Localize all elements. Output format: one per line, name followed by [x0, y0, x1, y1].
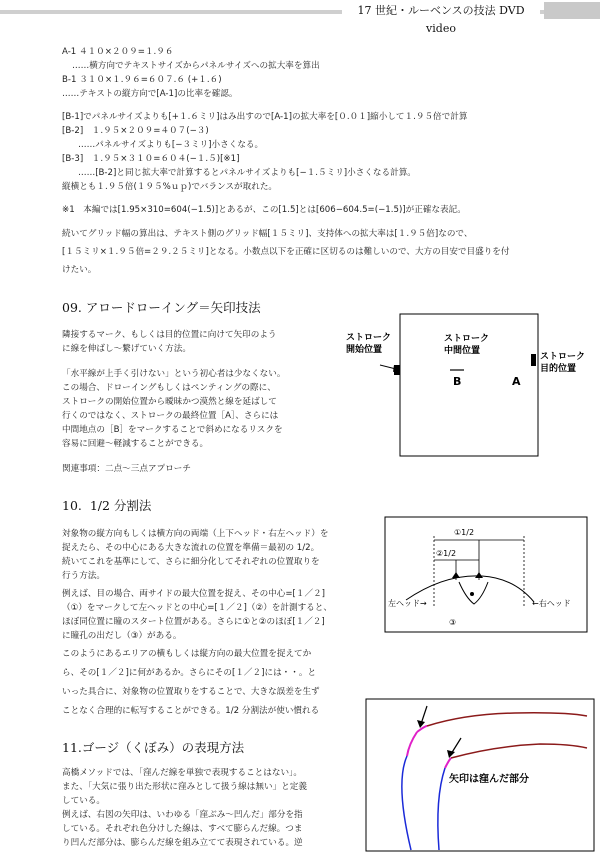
grid-paragraph-line: けたい。 [62, 265, 97, 275]
header-grey-box [544, 2, 600, 19]
s10-line: 捉えたら、その中心にある大きな流れの位置を準備＝最初の 1/2。 [62, 543, 320, 553]
s10-line: （①）をマークして左ヘッドとの中心=[１／２]（②）を計測すると、 [62, 603, 332, 613]
s11-line: 高橋メソッドでは、「窪んだ線を単独で表現することはない」。 [62, 768, 302, 778]
s09-line: 中間地点の［B］をマークすることで斜めになるリスクを [62, 425, 283, 435]
right-head-label: ←右ヘッド [532, 599, 571, 608]
end-mark [531, 354, 536, 366]
intro-line: ……テキストの縦方向で[A-1]の比率を確認。 [62, 89, 238, 99]
s09-line: 容易に回避～軽減することができる。 [62, 439, 209, 449]
calc-line: [B-1]でパネルサイズよりも[+１.６ミリ]はみ出すので[A-1]の拡大率を[０.０１]縮小して１.９５倍で計算 [62, 112, 468, 122]
s11-line: 例えば、右図の矢印は、いわゆる「窪ぶみ～凹んだ」部分を指 [62, 810, 303, 820]
section-11-title: 11.ゴージ（くぼみ）の表現方法 [62, 740, 245, 755]
s10-line: 続いてこれを基準にして、さらに細分化してそれぞれの位置取りを [62, 557, 320, 567]
grid-paragraph-line: [１５ミリ×１.９５倍=２９.２５ミリ]となる。小数点以下を正確に区切るのは難しいので、大方の目安で目盛りを付 [62, 247, 510, 257]
intro-line: ……横方向でテキストサイズからパネルサイズへの拡大率を算出 [72, 61, 320, 71]
eye-half-division-diagram [384, 516, 589, 634]
s11-line: している。 [62, 796, 105, 806]
s09-line: ストロークの開始位置から曖昧かつ漠然と線を延ばして [62, 397, 277, 407]
calc-line: [B-2] １.９５×２０９=４０７(−３) [62, 126, 209, 136]
calc-line: ……[B-2]と同じ拡大率で計算するとパネルサイズよりも[−１.５ミリ]小さくなる計算。 [78, 168, 416, 178]
section-09-title: 09. アロードローイング＝矢印技法 [62, 300, 261, 315]
end-label-1: ストローク [540, 352, 586, 362]
s09-line: 「水平線が上手く引けない」という初心者は少なくない。 [62, 369, 286, 379]
s10-line: このようにあるエリアの横もしくは縦方向の最大位置を捉えてか [62, 649, 312, 659]
s10-line: 例えば、目の場合、両サイドの最大位置を捉え、その中心=[１／２] [62, 589, 326, 599]
magenta-line-lower [445, 758, 451, 768]
intro-line: A-1 ４１０×２０９=１.９６ [62, 47, 174, 57]
marker-arrow-icon [452, 572, 460, 578]
mid-label-2: 中間位置 [444, 346, 481, 356]
s10-line: ら、その[１／２]に何があるか。さらにその[１／２]には・・。と [62, 668, 317, 678]
mid-label-1: ストローク [444, 334, 490, 344]
start-label-1: ストローク [346, 333, 392, 343]
footnote: ※1 本編では[1.95×310=604(−1.5)]とあるが、この[1.5]とは[606−604.5=(−1.5)]が正確な表記。 [62, 205, 466, 215]
magenta-line-curve [407, 732, 417, 756]
s09-line: この場合、ドローイングもしくはペンティングの際に、 [62, 383, 276, 393]
s11-line: り凹んだ部分は、膨らんだ線を組み立てて表現されている。逆 [62, 838, 303, 848]
marker-arrow-icon [475, 572, 483, 578]
calc-line: [B-3] １.９５×３１０=６０４(−１.５)[※1] [62, 154, 240, 164]
s11-line: また、「大気に張り出た形状に窪みとして扱う線は無い」と定義 [62, 782, 307, 792]
section-10-title: 10. 1/2 分割法 [62, 498, 152, 513]
start-mark [394, 365, 400, 375]
s10-line: に瞳孔の出だし（③）がある。 [62, 631, 182, 641]
red-line-top [427, 713, 587, 726]
s10-line: ほぼ同位置に瞳のスタート位置がある。さらに①と②のほぼ[１／２] [62, 617, 325, 627]
red-line-middle [451, 744, 587, 758]
calc-line: ……パネルサイズよりも[−３ミリ]小さくなる。 [78, 140, 264, 150]
marker-2-label: ②1/2 [436, 549, 457, 558]
grid-paragraph-line: 続いてグリッド幅の算出は、テキスト側のグリッド幅[１５ミリ]、支持体への拡大率は[１.９５倍]なので、 [62, 229, 473, 239]
s11-line: している。それぞれ色分けした線は、すべて膨らんだ線。つま [62, 824, 303, 834]
left-head-label: 左ヘッド→ [388, 599, 427, 608]
s10-line: いった具合に、対象物の位置取りをすることで、大きな誤差を生ず [62, 687, 320, 697]
s09-line: に線を伸ばし～繋げていく方法。 [62, 344, 191, 354]
stroke-diagram [340, 310, 600, 462]
end-label-2: 目的位置 [540, 364, 577, 374]
marker-1-label: ①1/2 [454, 528, 475, 537]
marker-3-label: ③ [449, 618, 457, 627]
b-label: B [453, 375, 462, 388]
start-label-2: 開始位置 [346, 345, 383, 355]
s10-line: 行う方法。 [62, 571, 105, 581]
s10-line: ことなく合理的に転写することができる。1/2 分割法が使い慣れる [62, 706, 320, 716]
s09-line: 隣接するマーク、もしくは目的位置に向けて矢印のよう [62, 330, 277, 340]
intro-line: B-1 ３１０×１.９６=６０７.６ (+１.６) [62, 75, 222, 85]
calc-line: 縦横とも１.９５倍(１９５%ｕｐ)でバランスが取れた。 [62, 182, 278, 192]
a-label: A [512, 375, 521, 388]
figure-frame [385, 517, 587, 632]
magenta-line-top [417, 726, 427, 732]
s10-line: 対象物の縦方向もしくは横方向の両端（上下ヘッド・右左ヘッド）を [62, 529, 329, 539]
gorge-curve-diagram [365, 698, 595, 852]
s09-related: 関連事項：二点～三点アプローチ [62, 464, 191, 474]
blue-line-right [438, 768, 445, 850]
pupil [470, 592, 474, 596]
s09-line: 行くのではなく、ストロークの最終位置［A］、さらには [62, 411, 279, 421]
gorge-figure-label: 矢印は窪んだ部分 [449, 774, 529, 785]
blue-line-left [402, 756, 411, 850]
page-header-title: 17 世紀・ルーベンスの技法 DVD video [342, 2, 540, 20]
